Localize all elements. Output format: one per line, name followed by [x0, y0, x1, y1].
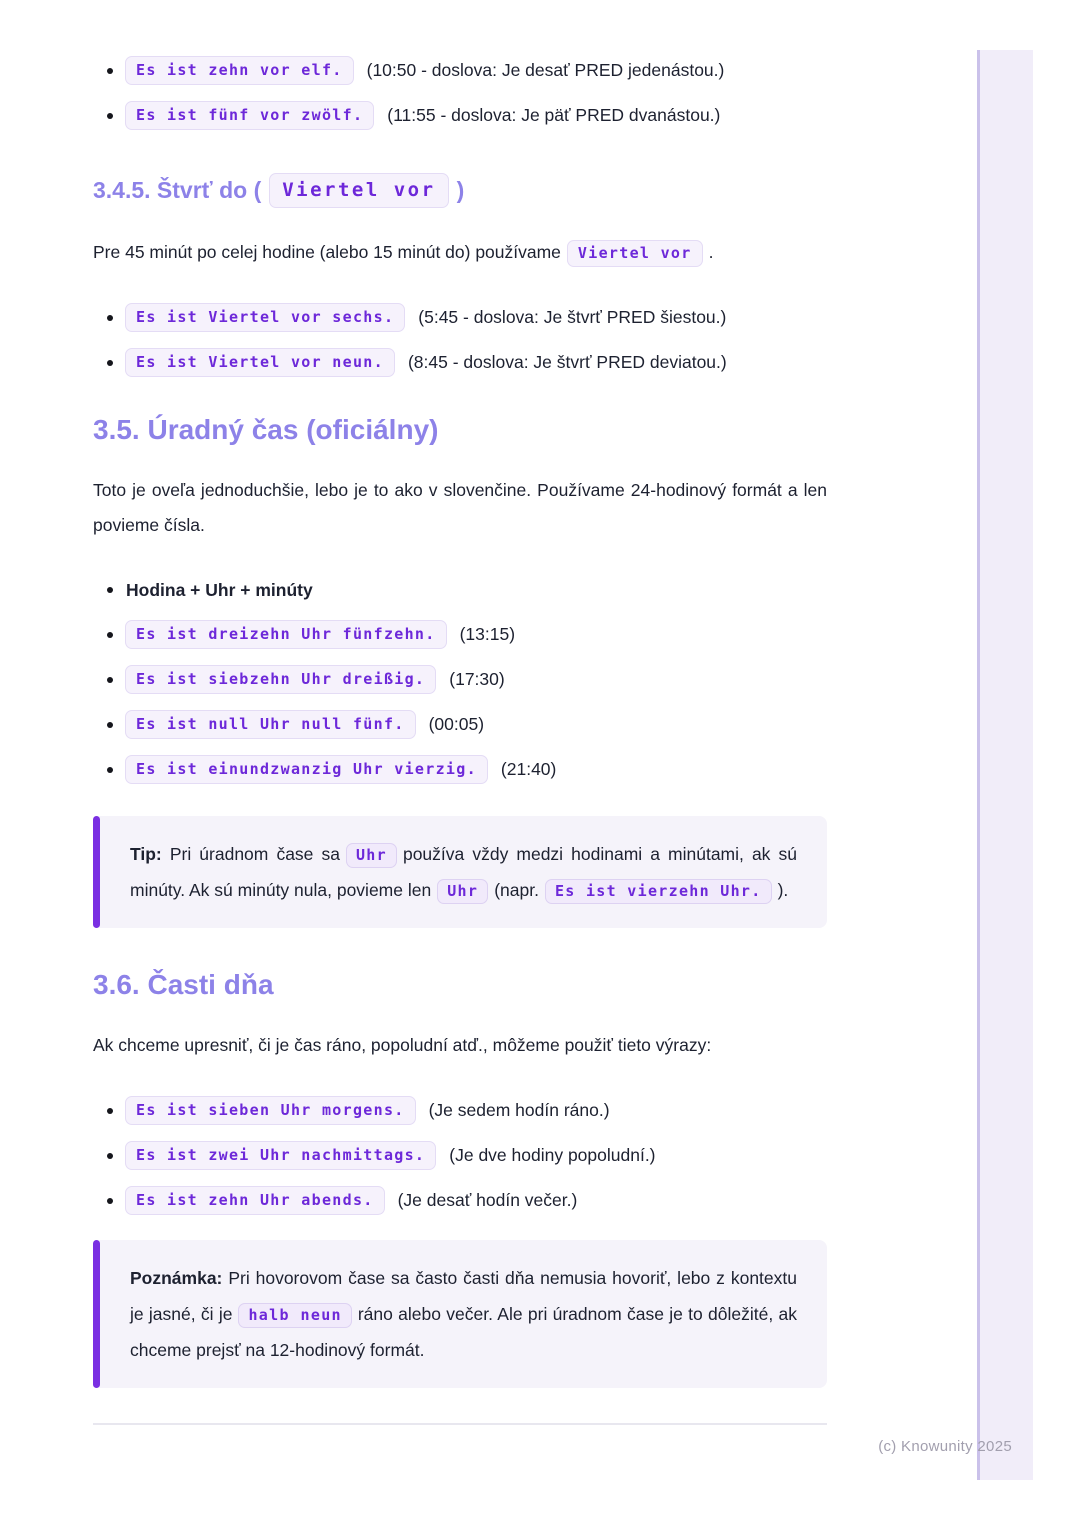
- code-chip: Es ist null Uhr null fünf.: [125, 710, 416, 739]
- code-chip: Es ist vierzehn Uhr.: [545, 879, 772, 904]
- bullet-translation: (Je dve hodiny popoludní.): [449, 1145, 656, 1165]
- bullet-translation: (Je sedem hodín ráno.): [428, 1100, 610, 1120]
- heading-text: 3.4.5. Štvrť do (: [93, 177, 262, 203]
- code-chip: Es ist dreizehn Uhr fünfzehn.: [125, 620, 447, 649]
- list-item: [93, 303, 827, 332]
- list-item: [93, 101, 827, 130]
- list-item: [93, 56, 827, 85]
- code-chip: Es ist fünf vor zwölf.: [125, 101, 374, 130]
- formula-text: Hodina + Uhr + minúty: [126, 579, 313, 600]
- bullet-list-viertel-vor-examples: [93, 303, 827, 377]
- bullet-list-official-time: [93, 576, 827, 784]
- footer: [93, 1423, 827, 1425]
- bullet-marker: [107, 767, 113, 773]
- code-chip: Uhr: [437, 879, 488, 904]
- tip-run: Pri úradnom čase sa: [169, 844, 340, 864]
- list-item: [93, 348, 827, 377]
- note-run: ráno alebo večer. Ale pri úradnom čase je to dôležité, ak chceme prejsť na 12-hodinový formát.: [130, 1304, 797, 1360]
- bullet-marker: [107, 68, 113, 74]
- section-heading-3-5: 3.5. Úradný čas (oficiálny): [93, 414, 439, 445]
- note-text: [130, 1260, 797, 1368]
- bullet-marker: [107, 113, 113, 119]
- code-chip: halb neun: [238, 1303, 351, 1328]
- tip-text: [130, 836, 797, 908]
- bullet-list-day-parts: [93, 1096, 827, 1215]
- bullet-marker: [107, 360, 113, 366]
- bullet-translation: (21:40): [500, 759, 557, 779]
- code-chip: Es ist sieben Uhr morgens.: [125, 1096, 416, 1125]
- bullet-marker: [107, 1108, 113, 1114]
- list-item: [93, 1096, 827, 1125]
- bullet-marker: [107, 1198, 113, 1204]
- bullet-marker: [107, 315, 113, 321]
- document-page: [93, 0, 827, 1425]
- bullet-marker: [107, 632, 113, 638]
- code-chip: Es ist Viertel vor sechs.: [125, 303, 405, 332]
- code-chip: Uhr: [346, 843, 397, 868]
- tip-run: používa vždy medzi hodinami a minútami, ak sú minúty. Ak sú minúty nula, povieme len: [130, 844, 797, 900]
- tip-run: ).: [777, 880, 789, 900]
- note-run: Pri hovorovom čase sa často časti dňa nemusia hovoriť, lebo z kontextu je jasné, či je: [130, 1268, 797, 1324]
- bullet-marker: [107, 587, 113, 593]
- code-chip: Es ist zehn vor elf.: [125, 56, 354, 85]
- bullet-marker: [107, 677, 113, 683]
- bullet-translation: (11:55 - doslova: Je päť PRED dvanástou.): [387, 105, 721, 125]
- code-chip: Viertel vor: [269, 173, 448, 208]
- code-chip: Es ist Viertel vor neun.: [125, 348, 395, 377]
- code-chip: Es ist einundzwanzig Uhr vierzig.: [125, 755, 488, 784]
- bullet-list-vor-examples: [93, 56, 827, 130]
- paragraph: Ak chceme upresniť, či je čas ráno, popoludní atď., môžeme použiť tieto výrazy:: [93, 1035, 712, 1055]
- list-item: [93, 576, 827, 604]
- list-item: [93, 710, 827, 739]
- paragraph-text: .: [708, 242, 714, 262]
- list-item: [93, 755, 827, 784]
- tip-run: (napr.: [494, 880, 539, 900]
- paragraph: [93, 235, 827, 270]
- code-chip: Viertel vor: [567, 240, 703, 267]
- copyright-text: (c) Knowunity 2025: [878, 1438, 1012, 1455]
- section-heading-3-6: 3.6. Časti dňa: [93, 969, 274, 1000]
- bullet-translation: (13:15): [459, 624, 516, 644]
- list-item: [93, 665, 827, 694]
- note-label: Poznámka:: [130, 1268, 223, 1288]
- list-item: [93, 1141, 827, 1170]
- code-chip: Es ist siebzehn Uhr dreißig.: [125, 665, 436, 694]
- bullet-translation: (5:45 - doslova: Je štvrť PRED šiestou.): [418, 307, 727, 327]
- paragraph: Toto je oveľa jednoduchšie, lebo je to ako v slovenčine. Používame 24-hodinový formát a len povieme čísla.: [93, 480, 827, 535]
- list-item: [93, 1186, 827, 1215]
- bullet-translation: (Je desať hodín večer.): [397, 1190, 578, 1210]
- code-chip: Es ist zwei Uhr nachmittags.: [125, 1141, 436, 1170]
- bullet-marker: [107, 1153, 113, 1159]
- bullet-marker: [107, 722, 113, 728]
- footer-divider: [93, 1423, 827, 1425]
- bullet-translation: (00:05): [428, 714, 485, 734]
- bullet-translation: (10:50 - doslova: Je desať PRED jedenástou.): [366, 60, 725, 80]
- code-chip: Es ist zehn Uhr abends.: [125, 1186, 385, 1215]
- note-callout: [93, 1240, 827, 1388]
- bullet-translation: (8:45 - doslova: Je štvrť PRED deviatou.): [407, 352, 727, 372]
- tip-callout: [93, 816, 827, 928]
- page-side-strip: [977, 50, 1033, 1480]
- heading-text: ): [456, 177, 465, 203]
- tip-label: Tip:: [130, 844, 162, 864]
- paragraph-text: Pre 45 minút po celej hodine (alebo 15 minút do) používame: [93, 242, 561, 262]
- list-item: [93, 620, 827, 649]
- bullet-translation: (17:30): [449, 669, 505, 689]
- section-heading-3-4-5: [93, 173, 827, 208]
